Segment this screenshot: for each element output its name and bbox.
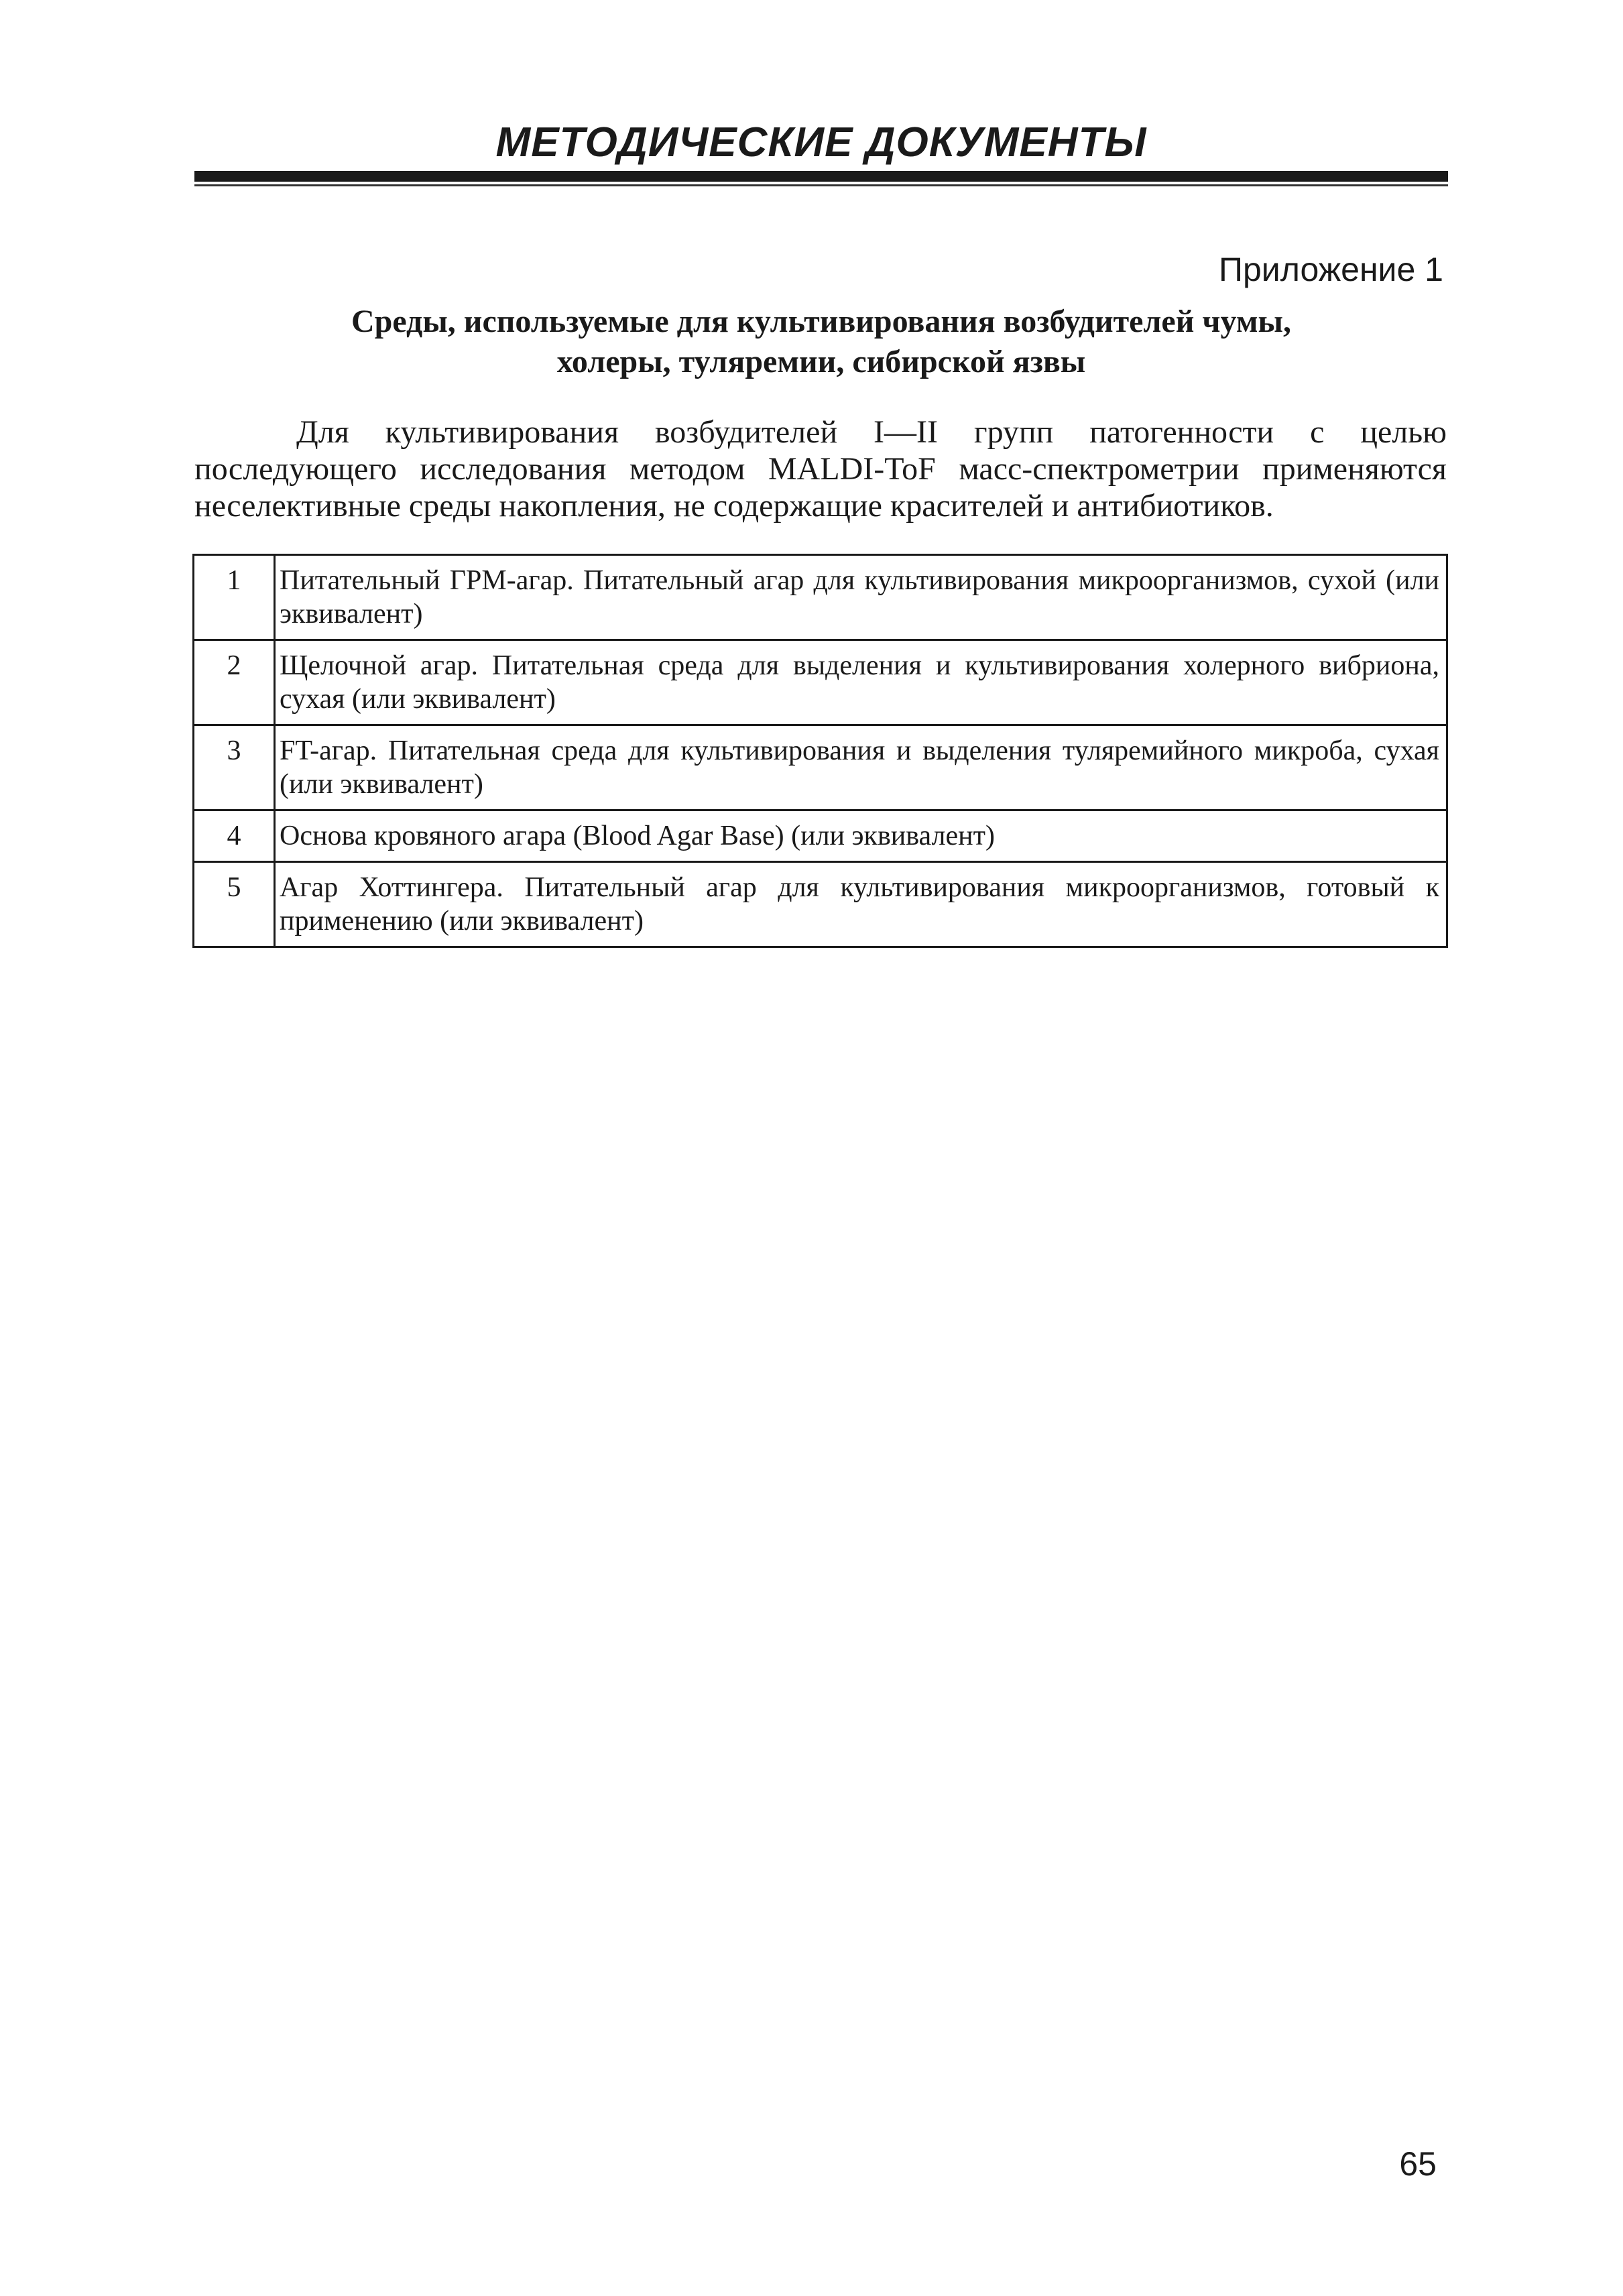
page-number: 65: [1399, 2145, 1437, 2183]
table-row: [194, 640, 1447, 725]
intro-paragraph: Для культивирования возбудителей I—II групп патогенности с целью последующего исследования методом MALDI-ToF масс-спектрометрии применяются неселективные среды накопления, не содержащие красителей и антибиотиков.: [194, 414, 1447, 524]
row-number: 3: [194, 725, 275, 810]
running-head: [194, 114, 1448, 188]
running-head-title: МЕТОДИЧЕСКИЕ ДОКУМЕНТЫ: [495, 119, 1147, 166]
table-row: [194, 862, 1447, 947]
document-title: [194, 302, 1448, 382]
row-number: 5: [194, 862, 275, 947]
table-row: [194, 555, 1447, 640]
media-table: [192, 554, 1448, 948]
table-row: [194, 810, 1447, 862]
table-row: [194, 725, 1447, 810]
document-title-line-2: холеры, туляремии, сибирской язвы: [556, 344, 1086, 379]
row-description: Питательный ГРМ-агар. Питательный агар для культивирования микроорганизмов, сухой (или эквивалент): [275, 555, 1447, 640]
row-number: 2: [194, 640, 275, 725]
row-number: 4: [194, 810, 275, 862]
row-description: Основа кровяного агара (Blood Agar Base) (или эквивалент): [275, 810, 1447, 862]
header-rule-thin: [194, 184, 1448, 186]
row-description: Щелочной агар. Питательная среда для выделения и культивирования холерного вибриона, сухая (или эквивалент): [275, 640, 1447, 725]
row-number: 1: [194, 555, 275, 640]
appendix-label: Приложение 1: [1219, 251, 1443, 288]
row-description: Агар Хоттингера. Питательный агар для культивирования микроорганизмов, готовый к применению (или эквивалент): [275, 862, 1447, 947]
header-rule-thick: [194, 171, 1448, 182]
row-description: FT-агар. Питательная среда для культивирования и выделения туляремийного микроба, сухая (или эквивалент): [275, 725, 1447, 810]
document-title-line-1: Среды, используемые для культивирования возбудителей чумы,: [351, 304, 1291, 339]
